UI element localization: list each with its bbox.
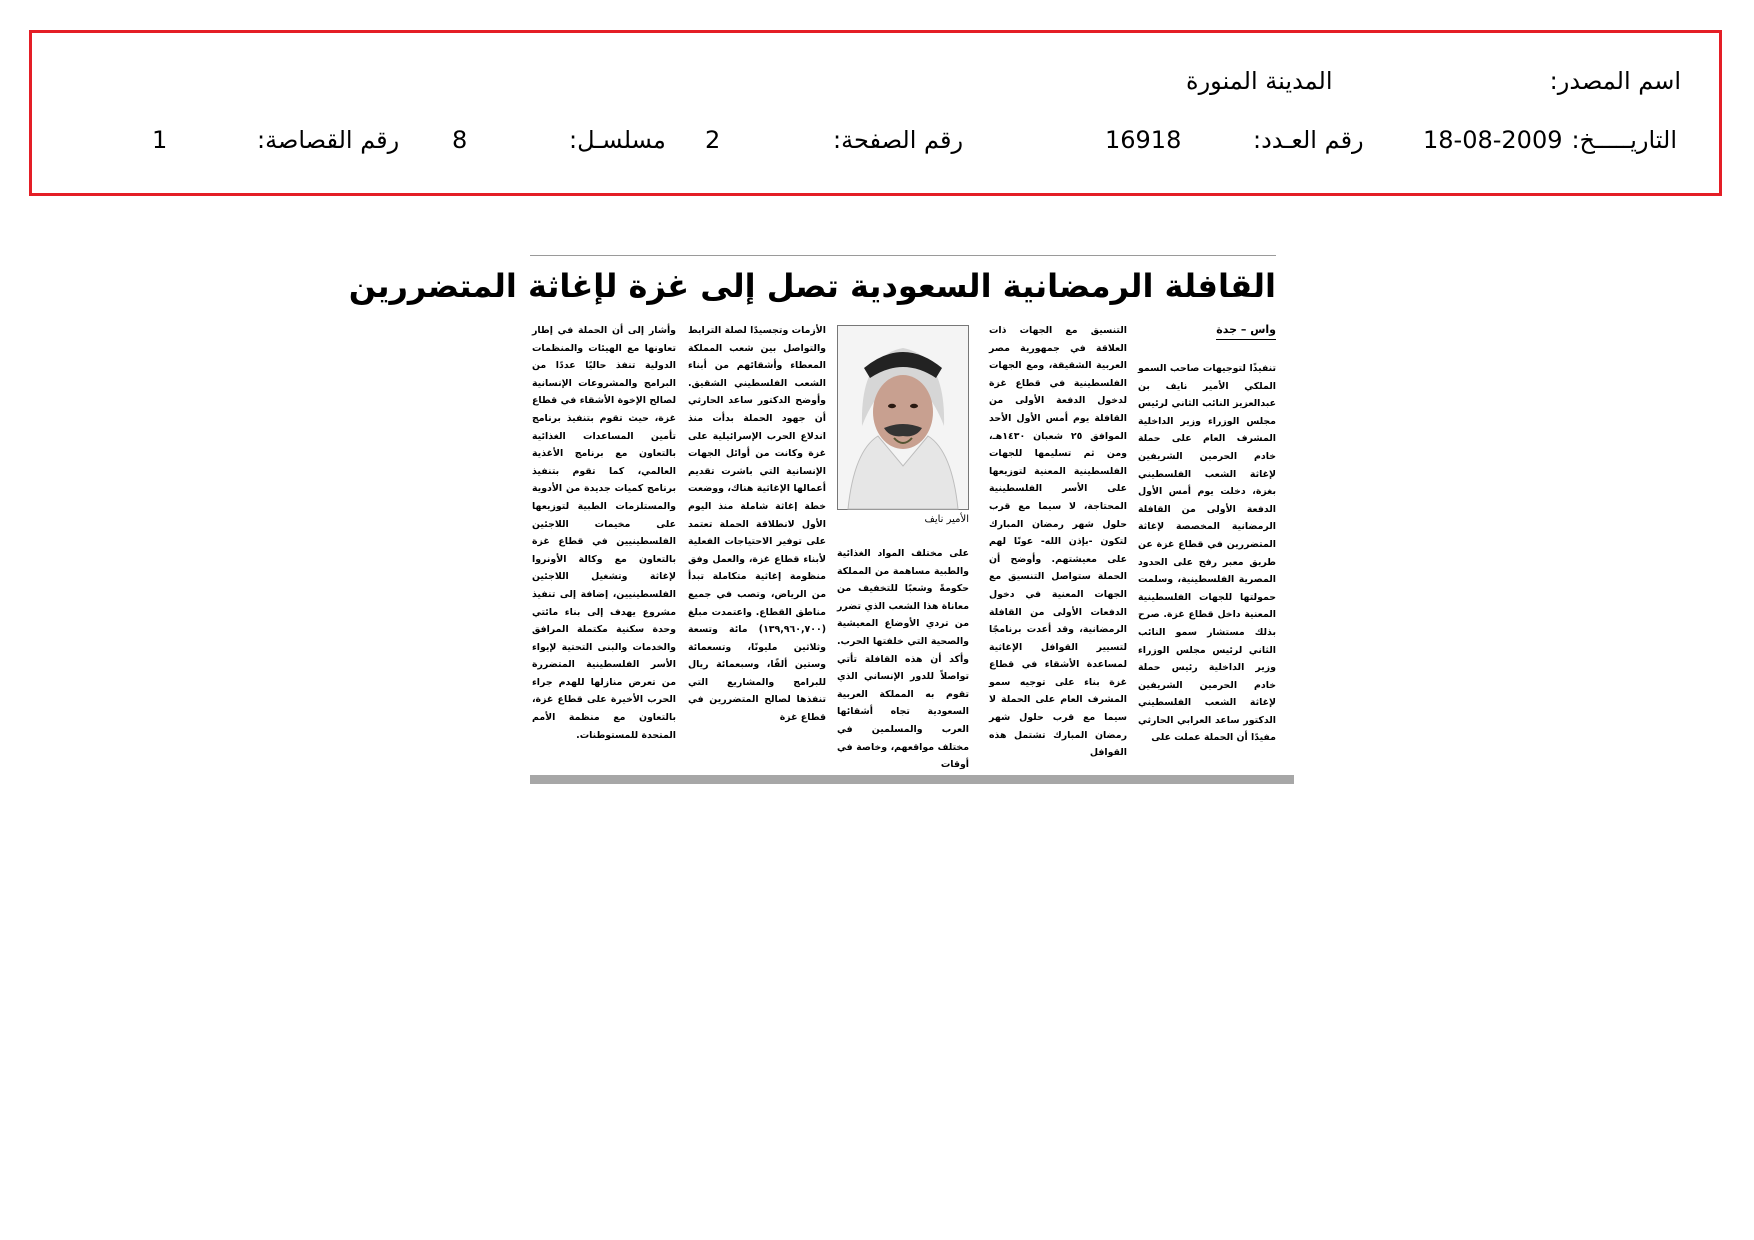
column-text: الأزمات وتجسيدًا لصلة الترابط والتواصل بين شعب المملكة المعطاء وأشقائهم من أبناء الشعب الفلسطيني الشقيق. وأوضح الدكتور ساعد الحارثي أن جهود الحملة بدأت منذ اندلاع الحرب الإسرائيلية على غزة وكانت من أوائل الجهات الإنسانية التي باشرت تقديم أعمالها الإغاثية هناك، ووضعت خطة إغاثة شاملة منذ اليوم الأول لانطلاقة الحملة تعتمد على توفير الاحتياجات الفعلية لأبناء قطاع غزة، والعمل وفق منظومة إغاثية متكاملة تبدأ من الرياض، وتصب في جميع مناطق القطاع. واعتمدت مبلغ (١٣٩,٩٦٠,٧٠٠) مائة وتسعة وثلاثين مليونًا، وتسعمائة وستين ألفًا، وسبعمائة ريال للبرامج والمشاريع التي تنفذها لصالح المتضررين في قطاع غزة — [688, 325, 826, 724]
article-column-1 — [1138, 322, 1276, 770]
article-byline: واس – جدة — [1216, 322, 1276, 340]
bottom-rule — [530, 775, 1294, 784]
article-column-3 — [837, 545, 969, 770]
top-rule — [530, 255, 1276, 256]
date-value: 18-08-2009 — [1423, 126, 1563, 154]
newspaper-clipping — [348, 255, 1294, 785]
column-text: تنفيذًا لتوجيهات صاحب السمو الملكي الأمير نايف بن عبدالعزيز النائب الثاني لرئيس مجلس الوزراء وزير الداخلية المشرف العام على حملة خادم الحرمين الشريفين لإغاثة الشعب الفلسطيني بغزة، دخلت يوم أمس الأول الدفعة الأولى من القافلة الرمضانية المخصصة لإغاثة المتضررين في قطاع غزة عن طريق معبر رفح على الحدود المصرية الفلسطينية، وسلمت حمولتها للجهات الفلسطينية المعنية داخل قطاع غزة. صرح بذلك مستشار سمو النائب الثاني لرئيس مجلس الوزراء وزير الداخلية رئيس حملة خادم الحرمين الشريفين لإغاثة الشعب الفلسطيني الدكتور ساعد العرابي الحارثي مفيدًا أن الحملة عملت على — [1138, 363, 1276, 744]
clip-number-label: رقم القصاصة: — [257, 126, 400, 154]
portrait-photo-icon — [838, 326, 968, 509]
column-text: وأشار إلى أن الحملة في إطار تعاونها مع الهيئات والمنظمات الدولية تنفذ حاليًا عددًا من البرامج والمشروعات الإنسانية لصالح الإخوة الأشقاء في قطاع غزة، حيث تقوم بتنفيذ برنامج تأمين المساعدات الغذائية بالتعاون مع برنامج الأغذية العالمي، كما تقوم بتنفيذ برنامج كميات جديدة من الأدوية والمستلزمات الطبية لتوزيعها على مخيمات اللاجئين الفلسطينيين في قطاع غزة بالتعاون مع وكالة الأونروا لإغاثة وتشغيل اللاجئين الفلسطينيين، إضافة إلى تنفيذ مشروع يهدف إلى بناء مائتي وحدة سكنية مكتملة المرافق والخدمات والبنى التحتية لإيواء الأسر الفلسطينية المتضررة من تعرض منازلها للهدم جراء الحرب الأخيرة على قطاع غزة، بالتعاون مع منظمة الأمم المتحدة للمستوطنات. — [532, 325, 676, 741]
date-label: التاريـــــخ: — [1571, 126, 1677, 154]
clip-number-value: 1 — [152, 126, 168, 154]
column-text: على مختلف المواد الغذائية والطبية مساهمة من المملكة حكومةً وشعبًا للتخفيف من معاناة هذا الشعب الذي تضرر من تردي الأوضاع المعيشية والصحية التي خلفتها الحرب. وأكد أن هذه القافلة تأتي تواصلاً للدور الإنساني الذي تقوم به المملكة العربية السعودية تجاه أشقائها العرب والمسلمين في مختلف مواقعهم، وخاصة في أوقات — [837, 548, 969, 771]
article-column-4 — [688, 322, 826, 770]
serial-value: 8 — [452, 126, 468, 154]
article-photo — [837, 325, 969, 510]
source-value: المدينة المنورة — [1186, 67, 1333, 95]
article-headline: القافلة الرمضانية السعودية تصل إلى غزة لإغاثة المتضررين — [348, 267, 1276, 305]
article-column-2 — [989, 322, 1127, 770]
serial-label: مسلسـل: — [569, 126, 666, 154]
page-label: رقم الصفحة: — [833, 126, 964, 154]
source-label: اسم المصدر: — [1549, 67, 1681, 95]
clipping-metadata-box — [29, 30, 1722, 196]
article-column-5 — [532, 322, 676, 770]
photo-caption: الأمير نايف — [924, 514, 969, 525]
issue-label: رقم العـدد: — [1253, 126, 1364, 154]
page-value: 2 — [705, 126, 721, 154]
issue-value: 16918 — [1105, 126, 1182, 154]
column-text: التنسيق مع الجهات ذات العلاقة في جمهورية مصر العربية الشقيقة، ومع الجهات الفلسطينية في قطاع غزة لدخول الدفعة الأولى من القافلة يوم أمس الأول الأحد الموافق ٢٥ شعبان ١٤٣٠هـ، ومن ثم تسليمها للجهات الفلسطينية المعنية لتوزيعها على الأسر الفلسطينية المحتاجة، لا سيما مع قرب حلول شهر رمضان المبارك لتكون -بإذن الله- عونًا لهم على معيشتهم. وأوضح أن الحملة ستواصل التنسيق مع الجهات المعنية في دخول الدفعات الأولى من القافلة الرمضانية، وقد أعدت برنامجًا لتسيير القوافل الإغاثية لمساعدة الأشقاء في قطاع غزة بناء على توجيه سمو المشرف العام على الحملة لا سيما مع قرب حلول شهر رمضان المبارك تشتمل هذه القوافل — [989, 325, 1127, 759]
